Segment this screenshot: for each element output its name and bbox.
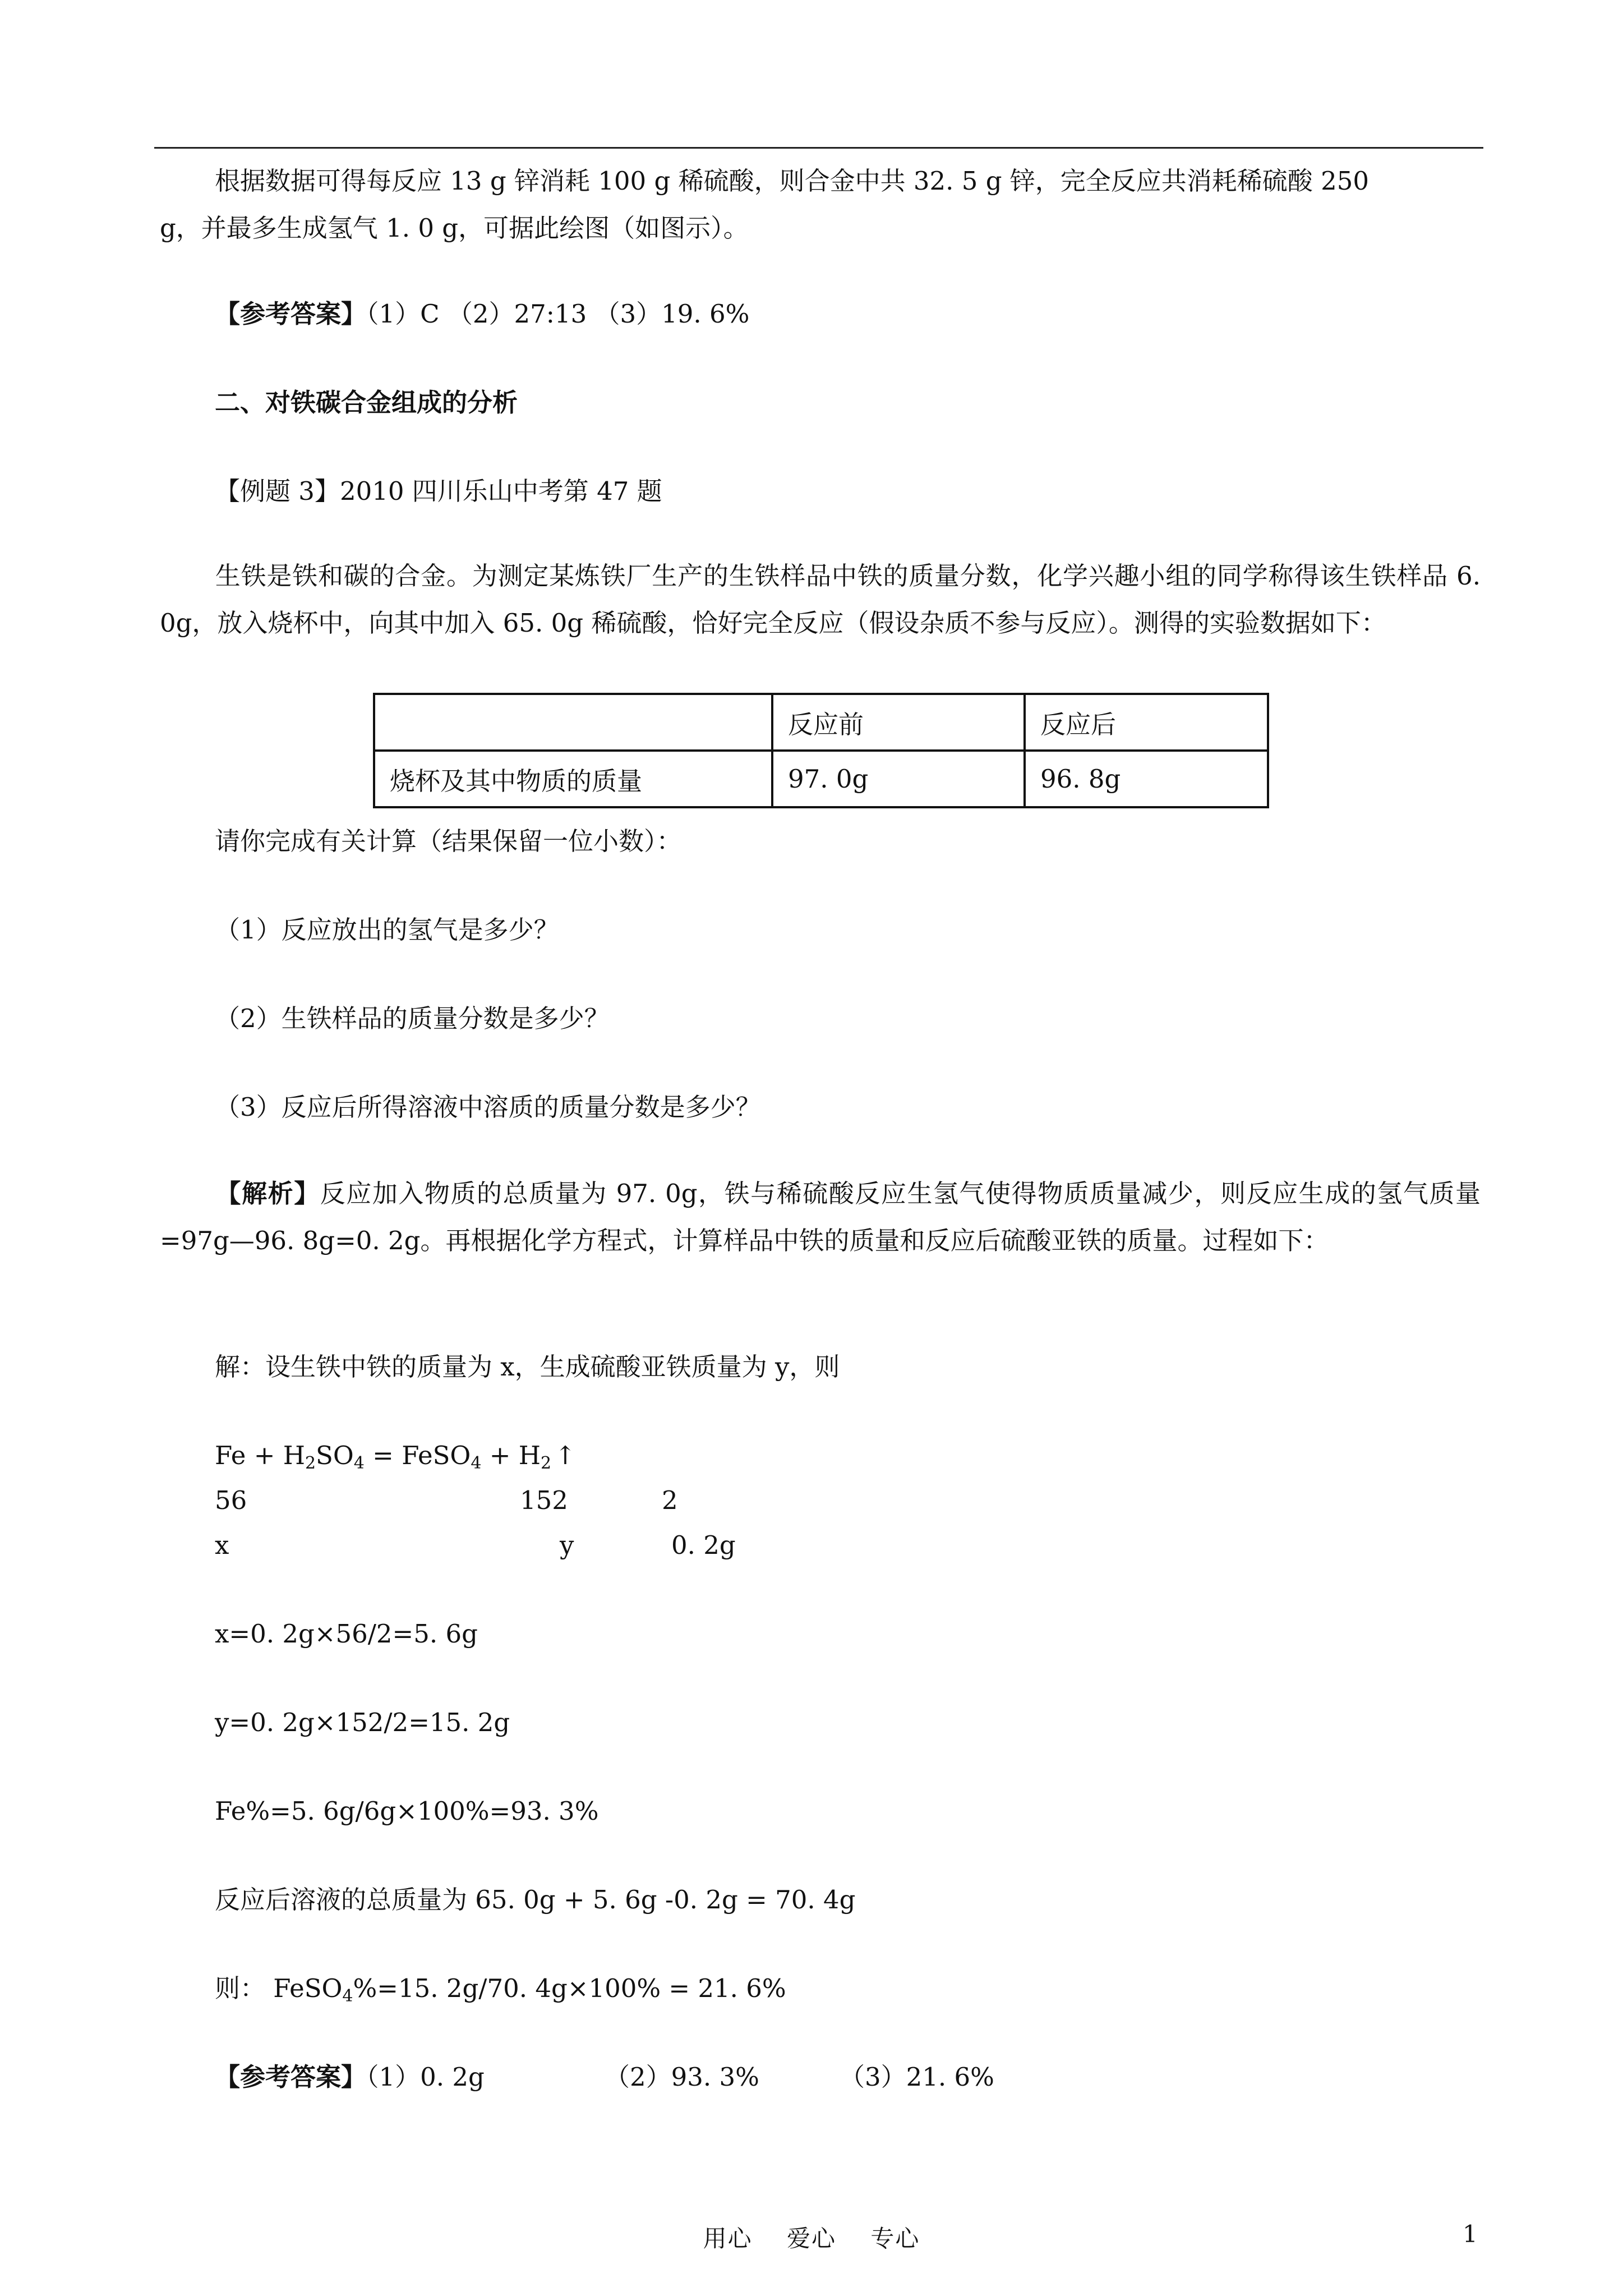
- ratio-value: 56: [215, 1485, 247, 1515]
- ratio-value: 2: [662, 1485, 678, 1515]
- chemical-equation: [215, 1439, 576, 1480]
- answer-label: 【参考答案】: [215, 299, 367, 329]
- equation-part: SO: [316, 1441, 354, 1470]
- question-3: （3）反应后所得溶液中溶质的质量分数是多少？: [215, 1092, 761, 1122]
- table-cell-after: 96. 8g: [1025, 751, 1268, 807]
- footer-motto: 用心 爱心 专心: [703, 2225, 920, 2252]
- experiment-data-table: [373, 693, 1269, 808]
- calc-subscript: 4: [342, 1986, 353, 2006]
- table-header-cell: 反应后: [1025, 694, 1268, 751]
- table-row: [374, 751, 1268, 807]
- section-title: 二、对铁碳合金组成的分析: [215, 388, 518, 417]
- ratio-value: 0. 2g: [671, 1530, 736, 1560]
- equation-subscript: 4: [353, 1453, 365, 1473]
- ratio-value: 152: [520, 1485, 568, 1515]
- ratio-value: x: [215, 1530, 229, 1560]
- reference-answer-1: [215, 297, 749, 331]
- paragraph-line: 根据数据可得每反应 13 g 锌消耗 100 g 稀硫酸，则合金中共 32. 5 g 锌，完全反应共消耗稀硫酸 250: [215, 166, 1370, 196]
- answer-part: （3）21. 6%: [840, 2062, 994, 2092]
- table-header-cell: 反应前: [772, 694, 1025, 751]
- reference-answer-2: [215, 2060, 485, 2094]
- gas-arrow-icon: ↑: [555, 1441, 576, 1470]
- table-cell-before: 97. 0g: [772, 751, 1025, 807]
- equation-part: Fe + H: [215, 1441, 305, 1470]
- paragraph-line: g，并最多生成氢气 1. 0 g，可据此绘图（如图示）。: [160, 213, 749, 243]
- example-label: 【例题 3】: [215, 476, 340, 506]
- ratio-value: y: [560, 1530, 574, 1560]
- problem-paragraph: [160, 553, 1481, 647]
- calc-line: y=0. 2g×152/2=15. 2g: [215, 1708, 510, 1737]
- equation-subscript: 4: [471, 1453, 482, 1473]
- analysis-paragraph: [160, 1170, 1481, 1264]
- calc-line: [215, 1972, 786, 2013]
- problem-text: 生铁是铁和碳的合金。为测定某炼铁厂生产的生铁样品中铁的质量分数，化学兴趣小组的同学称得该生铁样品 6. 0g，放入烧杯中，向其中加入 65. 0g 稀硫酸，恰好完全反应（假设杂质不参与反应）。测得的实验数据如下：: [160, 561, 1481, 638]
- calc-line: x=0. 2g×56/2=5. 6g: [215, 1619, 478, 1649]
- answer-part: （2）93. 3%: [605, 2062, 759, 2092]
- answer-part: （1）0. 2g: [366, 2062, 485, 2092]
- table-row-label: 烧杯及其中物质的质量: [374, 751, 772, 807]
- calc-part: %=15. 2g/70. 4g×100% = 21. 6%: [353, 1973, 786, 2003]
- equation-part: = FeSO: [364, 1441, 471, 1470]
- header-rule: [154, 147, 1483, 149]
- page-number: 1: [1463, 2220, 1478, 2248]
- example-source: 2010 四川乐山中考第 47 题: [339, 476, 662, 506]
- analysis-text: 反应加入物质的总质量为 97. 0g，铁与稀硫酸反应生氢气使得物质质量减少，则反应生成的氢气质量=97g—96. 8g=0. 2g。再根据化学方程式，计算样品中铁的质量和反应后硫酸亚铁的质量。过程如下：: [160, 1179, 1481, 1255]
- equation-subscript: 2: [305, 1453, 316, 1473]
- equation-part: + H: [481, 1441, 541, 1470]
- example-heading: [215, 475, 662, 508]
- calc-part: 则： FeSO: [215, 1973, 343, 2003]
- table-header-cell: [374, 694, 772, 751]
- table-header-row: [374, 694, 1268, 751]
- answer-label: 【参考答案】: [215, 2062, 367, 2092]
- question-1: （1）反应放出的氢气是多少？: [215, 915, 559, 945]
- answer-text: （1）C （2）27:13 （3）19. 6%: [366, 299, 750, 329]
- solution-intro: 解：设生铁中铁的质量为 x，生成硫酸亚铁质量为 y，则: [215, 1352, 840, 1382]
- request-text: 请你完成有关计算（结果保留一位小数）：: [215, 826, 682, 856]
- calc-line: 反应后溶液的总质量为 65. 0g + 5. 6g -0. 2g = 70. 4g: [215, 1885, 856, 1915]
- equation-subscript: 2: [540, 1453, 552, 1473]
- calc-line: Fe%=5. 6g/6g×100%=93. 3%: [215, 1796, 599, 1826]
- question-2: （2）生铁样品的质量分数是多少？: [215, 1004, 610, 1033]
- analysis-label: 【解析】: [215, 1179, 320, 1208]
